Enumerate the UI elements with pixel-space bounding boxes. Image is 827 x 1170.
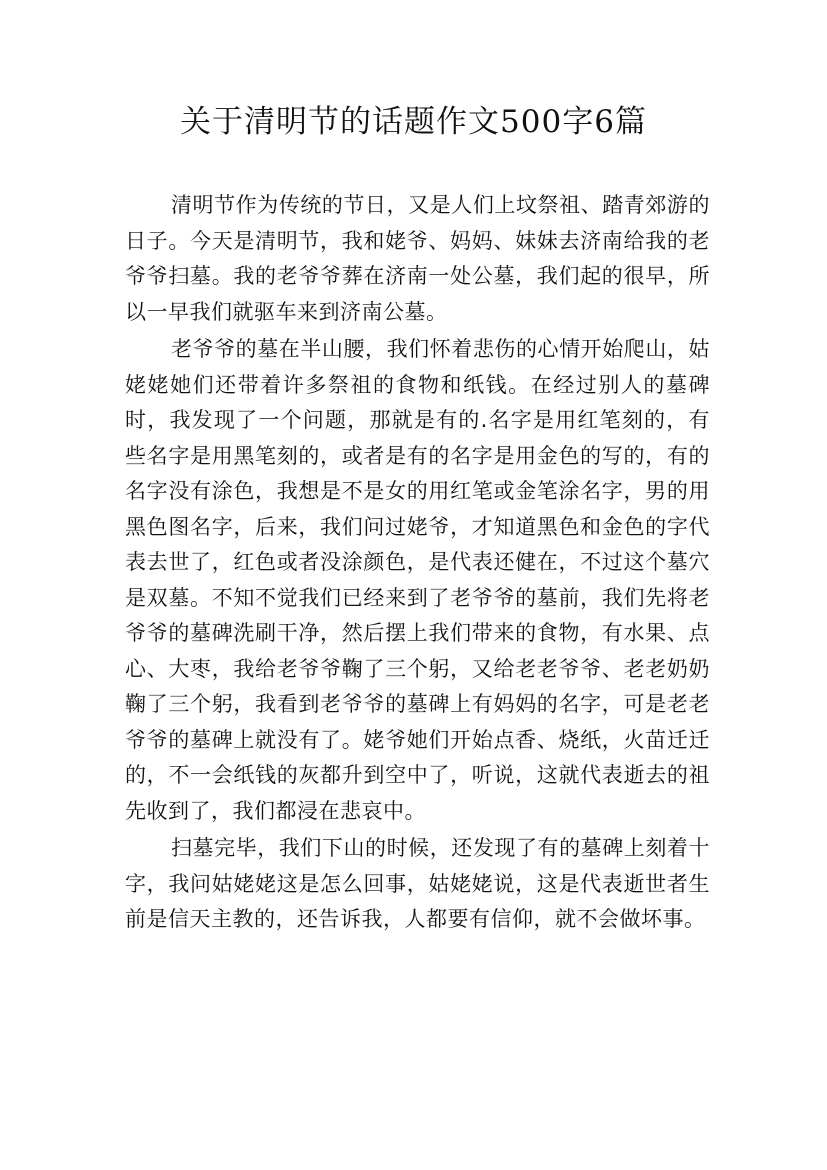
paragraph-3: 扫墓完毕，我们下山的时候，还发现了有的墓碑上刻着十字，我问姑姥姥这是怎么回事，姑姥姥说，这是代表逝世者生前是信天主教的，还告诉我，人都要有信仰，就不会做坏事。 [125,836,710,931]
document-title: 关于清明节的话题作文500字6篇 [180,104,647,140]
document-body [125,188,710,938]
paragraph-1: 清明节作为传统的节日，又是人们上坟祭祖、踏青郊游的日子。今天是清明节，我和姥爷、妈妈、妹妹去济南给我的老爷爷扫墓。我的老爷爷葬在济南一处公墓，我们起的很早，所以一早我们就驱车来到济南公墓。 [125,193,710,324]
paragraph-2: 老爷爷的墓在半山腰，我们怀着悲伤的心情开始爬山，姑姥姥她们还带着许多祭祖的食物和纸钱。在经过别人的墓碑时，我发现了一个问题，那就是有的.名字是用红笔刻的，有些名字是用黑笔刻的，或者是有的名字是用金色的写的，有的名字没有涂色，我想是不是女的用红笔或金笔涂名字，男的用黑色图名字，后来，我们问过姥爷，才知道黑色和金色的字代表去世了，红色或者没涂颜色，是代表还健在，不过这个墓穴是双墓。不知不觉我们已经来到了老爷爷的墓前，我们先将老爷爷的墓碑洗刷干净，然后摆上我们带来的食物，有水果、点心、大枣，我给老爷爷鞠了三个躬，又给老老爷爷、老老奶奶鞠了三个躬，我看到老爷爷的墓碑上有妈妈的名字，可是老老爷爷的墓碑上就没有了。姥爷她们开始点香、烧纸，火苗迁迁的，不一会纸钱的灰都升到空中了，听说，这就代表逝去的祖先收到了，我们都浸在悲哀中。 [125,337,710,823]
